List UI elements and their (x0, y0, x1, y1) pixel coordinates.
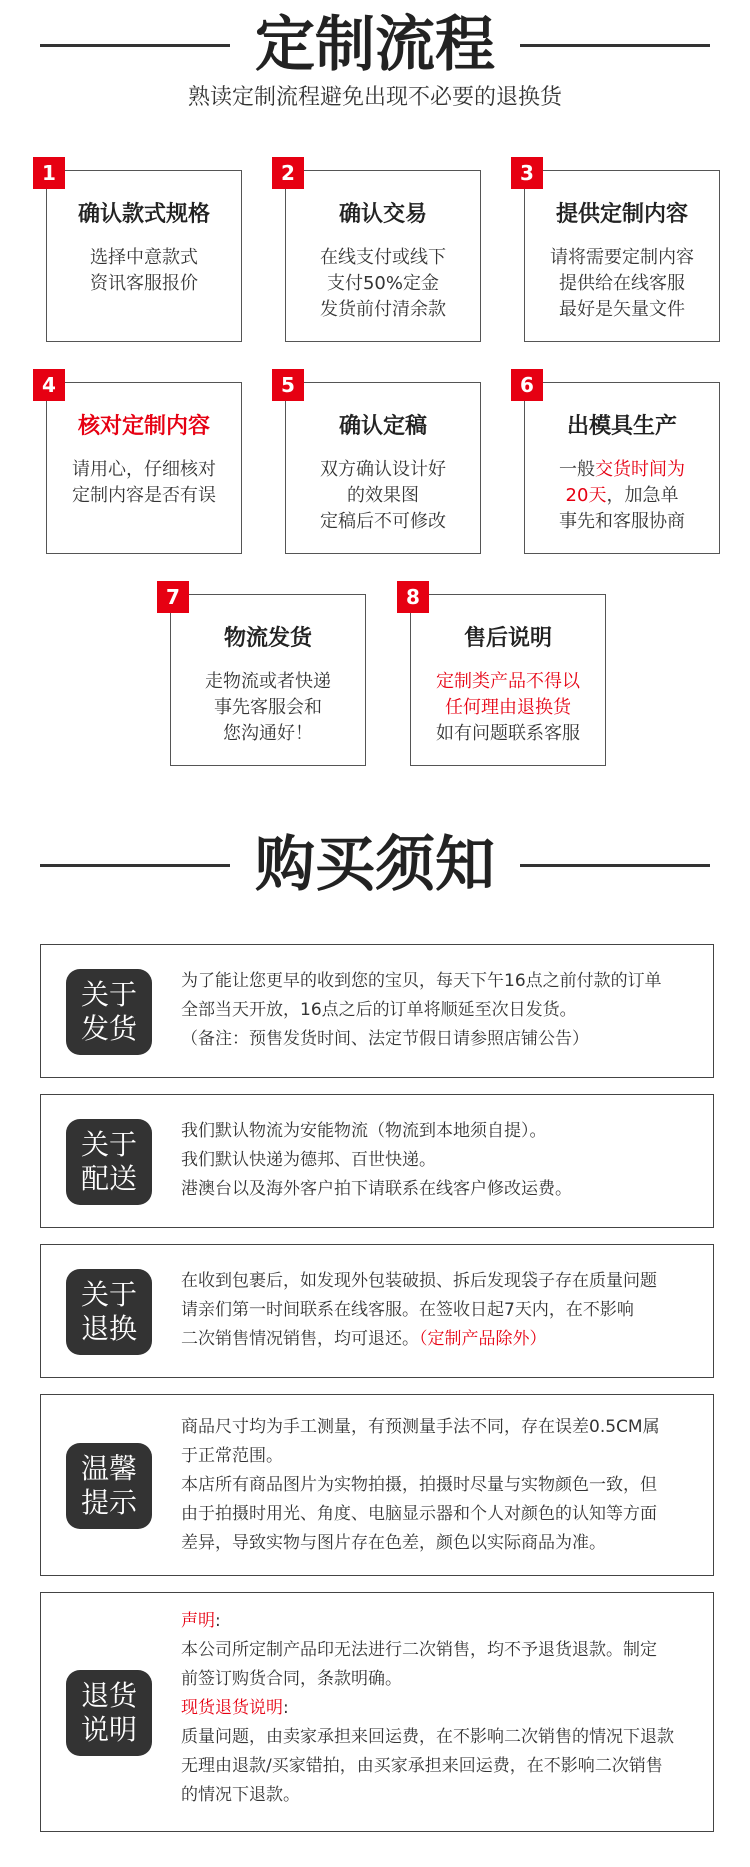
notice-line: 无理由退款/买家错拍，由买家承担来回运费，在不影响二次销售 (181, 1756, 663, 1776)
step-body (290, 245, 476, 323)
step-text: ，加急单 (606, 485, 679, 506)
notice-line: 我们默认物流为安能物流（物流到本地须自提）。 (181, 1121, 547, 1141)
step-body (51, 457, 237, 509)
notice-line: 我们默认快递为德邦、百世快递。 (181, 1150, 436, 1170)
step-number: 3 (511, 157, 543, 189)
step-line: 双方确认设计好 (320, 459, 446, 480)
divider-line (520, 44, 710, 47)
notice-badge (66, 969, 152, 1055)
step-card-2 (281, 161, 481, 342)
step-card-6 (520, 373, 720, 554)
notice-refund (40, 1592, 714, 1832)
badge-text: 关于 (80, 1128, 137, 1161)
notice-line: 差异，导致实物与图片存在色差，颜色以实际商品为准。 (181, 1533, 606, 1553)
notice-shipping (40, 944, 714, 1078)
step-line: 如有问题联系客服 (436, 723, 580, 744)
step-line: 在线支付或线下 (320, 247, 446, 268)
notice-line: 全部当天开放，16点之后的订单将顺延至次日发货。 (181, 1000, 577, 1020)
step-line: 定制内容是否有误 (72, 485, 216, 506)
notice-line: 于正常范围。 (181, 1446, 283, 1466)
flow-subtitle: 熟读定制流程避免出现不必要的退换货 (187, 85, 562, 110)
badge-text: 说明 (80, 1713, 137, 1746)
step-title: 核对定制内容 (77, 414, 210, 439)
step-line (529, 457, 715, 483)
notice-text (181, 1117, 703, 1204)
notice-line: 港澳台以及海外客户拍下请联系在线客户修改运费。 (181, 1179, 572, 1199)
notice-line (181, 1607, 703, 1636)
notice-badge (66, 1670, 152, 1756)
step-line: 支付50%定金 (326, 273, 439, 294)
badge-text: 退货 (80, 1679, 137, 1712)
step-card-4 (42, 373, 242, 554)
step-title: 确认定稿 (338, 414, 427, 439)
step-line: 走物流或者快递 (205, 671, 331, 692)
step-line: 您沟通好！ (223, 723, 313, 744)
notice-text (181, 1607, 703, 1810)
notice-line: 为了能让您更早的收到您的宝贝，每天下午16点之前付款的订单 (181, 971, 662, 991)
notice-highlight: （定制产品除外） (419, 1329, 547, 1349)
step-body (51, 245, 237, 297)
step-body (529, 245, 715, 323)
step-title: 确认交易 (338, 202, 427, 227)
step-card-5 (281, 373, 481, 554)
step-card-8 (406, 585, 606, 766)
notice-line: （备注：预售发货时间、法定节假日请参照店铺公告） (181, 1029, 589, 1049)
step-line: 的效果图 (347, 485, 419, 506)
notice-title: 购买须知 (255, 830, 495, 900)
colon: : (283, 1698, 289, 1718)
badge-text: 关于 (80, 1278, 137, 1311)
notice-delivery (40, 1094, 714, 1228)
step-number: 8 (397, 581, 429, 613)
notice-line (181, 1325, 703, 1354)
step-number: 5 (272, 369, 304, 401)
notice-line (181, 1694, 703, 1723)
declare-label: 声明 (181, 1611, 215, 1631)
step-line: 事先客服会和 (214, 697, 322, 718)
colon: : (215, 1611, 221, 1631)
notice-text-span: 二次销售情况销售，均可退还。 (181, 1329, 419, 1349)
notice-line: 请亲们第一时间联系在线客服。在签收日起7天内，在不影响 (181, 1300, 634, 1320)
step-number: 6 (511, 369, 543, 401)
notice-line: 本公司所定制产品印无法进行二次销售，均不予退货退款。制定 (181, 1640, 657, 1660)
badge-text: 温馨 (80, 1452, 137, 1485)
step-line: 发货前付清余款 (320, 299, 446, 320)
step-text: 一般 (559, 459, 595, 480)
notice-text (181, 967, 703, 1054)
step-line: 定稿后不可修改 (320, 511, 446, 532)
step-highlight: 20天 (565, 485, 607, 506)
notice-line: 由于拍摄时用光、角度、电脑显示器和个人对颜色的认知等方面 (181, 1504, 657, 1524)
step-line: 选择中意款式 (90, 247, 198, 268)
notice-line: 本店所有商品图片为实物拍摄，拍摄时尽量与实物颜色一致，但 (181, 1475, 657, 1495)
step-line: 请将需要定制内容 (550, 247, 694, 268)
step-title: 物流发货 (223, 626, 312, 651)
spot-return-label: 现货退货说明 (181, 1698, 283, 1718)
step-line: 提供给在线客服 (559, 273, 685, 294)
step-title: 出模具生产 (566, 414, 677, 439)
notice-line: 质量问题，由卖家承担来回运费，在不影响二次销售的情况下退款 (181, 1727, 674, 1747)
step-title: 确认款式规格 (77, 202, 210, 227)
notice-text (181, 1413, 703, 1558)
step-card-7 (166, 585, 366, 766)
step-body (175, 669, 361, 747)
step-number: 7 (157, 581, 189, 613)
step-body (290, 457, 476, 535)
step-line: 请用心，仔细核对 (72, 459, 216, 480)
notice-tips (40, 1394, 714, 1576)
step-card-3 (520, 161, 720, 342)
step-number: 4 (33, 369, 65, 401)
flow-title: 定制流程 (255, 10, 495, 80)
step-line: 事先和客服协商 (559, 511, 685, 532)
flow-header (0, 0, 750, 90)
notice-line: 在收到包裹后，如发现外包装破损、拆后发现袋子存在质量问题 (181, 1271, 657, 1291)
notice-line: 的情况下退款。 (181, 1785, 300, 1805)
step-line: 资讯客服报价 (90, 273, 198, 294)
step-body (415, 669, 601, 747)
notice-header (0, 820, 750, 910)
notice-text (181, 1267, 703, 1354)
notice-line: 前签订购货合同，条款明确。 (181, 1669, 402, 1689)
step-body (529, 457, 715, 535)
step-title: 售后说明 (463, 626, 552, 651)
step-line: 定制类产品不得以 (436, 671, 580, 692)
step-number: 1 (33, 157, 65, 189)
step-card-1 (42, 161, 242, 342)
badge-text: 发货 (80, 1012, 137, 1045)
divider-line (520, 864, 710, 867)
badge-text: 配送 (80, 1162, 137, 1195)
notice-badge (66, 1119, 152, 1205)
badge-text: 退换 (80, 1312, 137, 1345)
step-line: 任何理由退换货 (445, 697, 571, 718)
badge-text: 提示 (80, 1486, 137, 1519)
notice-badge (66, 1269, 152, 1355)
step-title: 提供定制内容 (555, 202, 688, 227)
step-number: 2 (272, 157, 304, 189)
step-line (529, 483, 715, 509)
badge-text: 关于 (80, 978, 137, 1011)
step-line: 最好是矢量文件 (559, 299, 685, 320)
notice-badge (66, 1443, 152, 1529)
notice-line: 商品尺寸均为手工测量，有预测量手法不同，存在误差0.5CM属 (181, 1417, 660, 1437)
step-highlight: 交货时间为 (595, 459, 685, 480)
notice-returns (40, 1244, 714, 1378)
